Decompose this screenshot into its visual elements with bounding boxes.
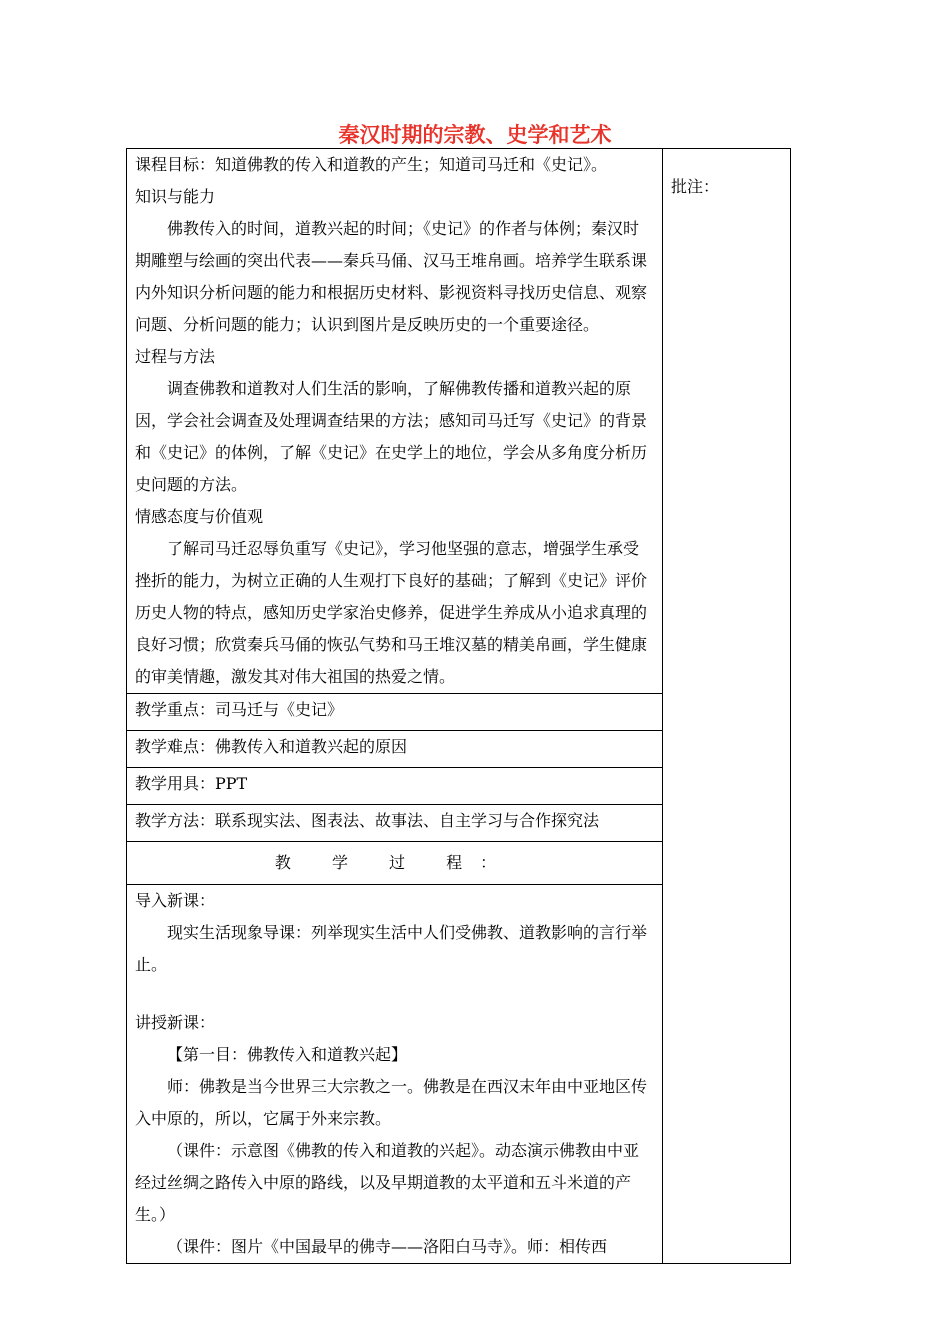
courseware-note-1: （课件：示意图《佛教的传入和道教的兴起》。动态演示佛教由中亚经过丝绸之路传入中原的路线，以及早期道教的太平道和五斗米道的产生。）: [135, 1141, 640, 1224]
course-goal: 课程目标：知道佛教的传入和道教的产生；知道司马迁和《史记》。: [135, 155, 608, 174]
process-header: 教 学 过 程：: [127, 842, 663, 885]
section-body-knowledge: 佛教传入的时间，道教兴起的时间；《史记》的作者与体例；秦汉时期雕塑与绘画的突出代表——秦兵马俑、汉马王堆帛画。培养学生联系课内外知识分析问题的能力和根据历史材料、影视资料寻找历史信息、观察问题、分析问题的能力；认识到图片是反映历史的一个重要途径。: [135, 219, 648, 334]
annotation-column: [663, 149, 791, 1264]
key-point: 教学重点：司马迁与《史记》: [127, 694, 663, 731]
courseware-note-2: （课件：图片《中国最早的佛寺——洛阳白马寺》。师：相传西: [167, 1237, 608, 1256]
lesson-cell: [127, 885, 663, 1264]
section-heading-knowledge: 知识与能力: [135, 187, 216, 206]
section-body-process: 调查佛教和道教对人们生活的影响，了解佛教传播和道教兴起的原因，学会社会调查及处理调查结果的方法；感知司马迁写《史记》的背景和《史记》的体例，了解《史记》在史学上的地位，学会从多角度分析历史问题的方法。: [135, 379, 648, 494]
section-body-values: 了解司马迁忍辱负重写《史记》，学习他坚强的意志，增强学生承受挫折的能力，为树立正确的人生观打下良好的基础；了解到《史记》评价历史人物的特点，感知历史学家治史修养，促进学生养成从小追求真理的良好习惯；欣赏秦兵马俑的恢弘气势和马王堆汉墓的精美帛画，学生健康的审美情趣，激发其对伟大祖国的热爱之情。: [135, 539, 648, 686]
lesson-plan-table: [126, 148, 791, 1264]
lesson-item-1: 【第一目：佛教传入和道教兴起】: [167, 1045, 408, 1064]
document-title: 秦汉时期的宗教、史学和艺术: [338, 123, 612, 147]
spacer: [135, 981, 654, 1007]
goals-cell: [127, 149, 663, 694]
methods: 教学方法：联系现实法、图表法、故事法、自主学习与合作探究法: [127, 805, 663, 842]
teacher-remark-1: 师：佛教是当今世界三大宗教之一。佛教是在西汉末年由中亚地区传入中原的，所以，它属于外来宗教。: [135, 1077, 648, 1128]
tools: 教学用具：PPT: [127, 768, 663, 805]
difficulty: 教学难点：佛教传入和道教兴起的原因: [127, 731, 663, 768]
note-label: 批注：: [671, 177, 720, 196]
intro-heading: 导入新课：: [135, 891, 216, 910]
intro-body: 现实生活现象导课：列举现实生活中人们受佛教、道教影响的言行举止。: [135, 923, 648, 974]
section-heading-values: 情感态度与价值观: [135, 507, 264, 526]
section-heading-process: 过程与方法: [135, 347, 216, 366]
teach-heading: 讲授新课：: [135, 1013, 216, 1032]
goals-row: [127, 149, 791, 694]
